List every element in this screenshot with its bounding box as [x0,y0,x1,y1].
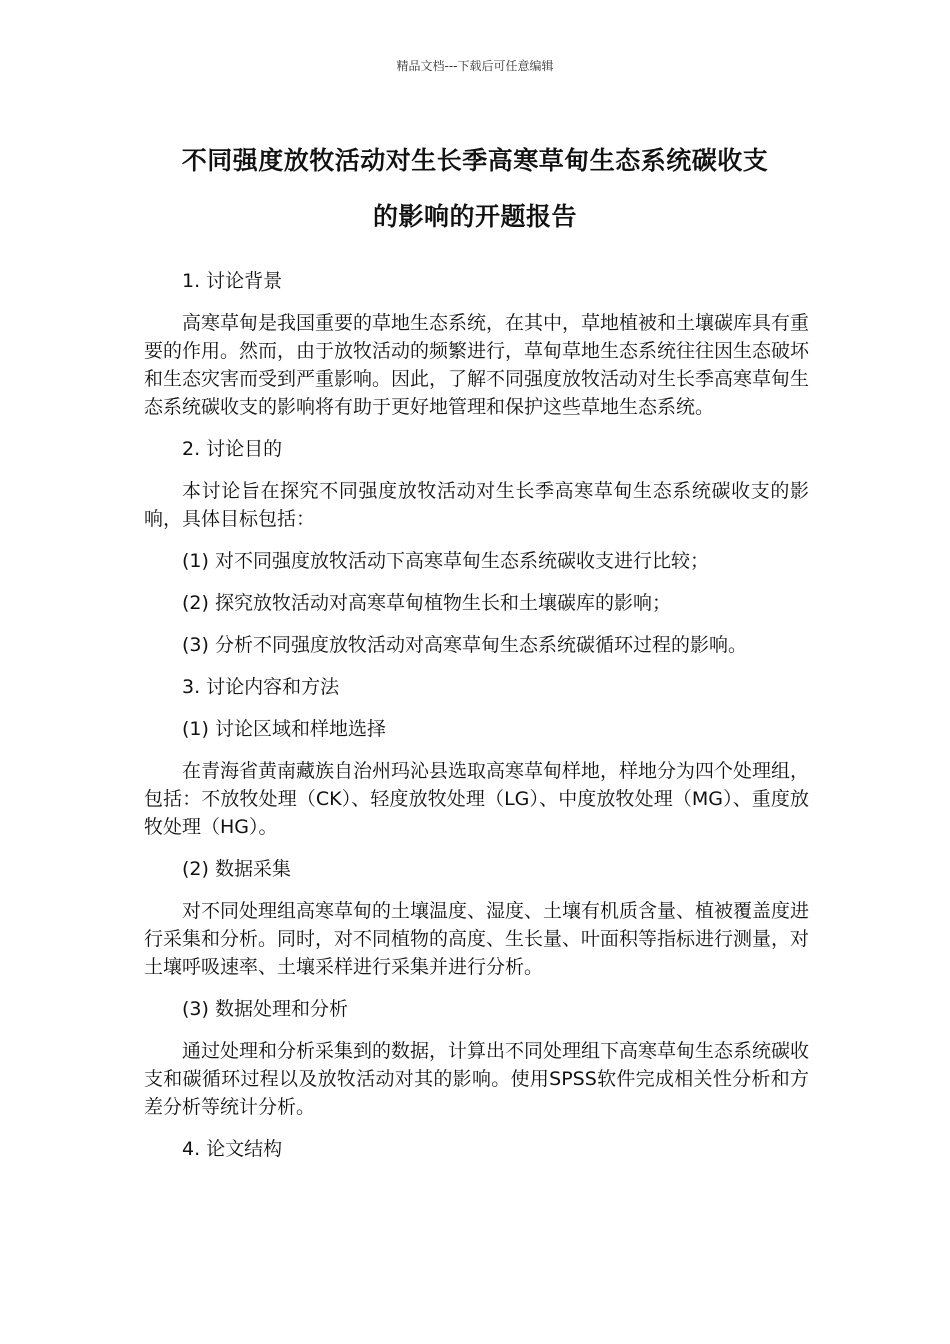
document-body [144,267,809,1163]
paragraph: 本讨论旨在探究不同强度放牧活动对生长季高寒草甸生态系统碳收支的影响，具体目标包括： [144,480,809,530]
section-heading: 4. 论文结构 [182,1138,283,1160]
title-line-1: 不同强度放牧活动对生长季高寒草甸生态系统碳收支 [181,146,769,175]
paragraph: 在青海省黄南藏族自治州玛沁县选取高寒草甸样地，样地分为四个处理组，包括：不放牧处理（CK）、轻度放牧处理（LG）、中度放牧处理（MG）、重度放牧处理（HG）。 [144,760,810,838]
subsection-heading: (2) 数据采集 [182,858,291,880]
subsection-heading: (3) 数据处理和分析 [182,998,348,1020]
page-header-note: 精品文档---下载后可任意编辑 [396,59,554,73]
list-item: (1) 对不同强度放牧活动下高寒草甸生态系统碳收支进行比较； [182,550,709,572]
paragraph: 对不同处理组高寒草甸的土壤温度、湿度、土壤有机质含量、植被覆盖度进行采集和分析。同时，对不同植物的高度、生长量、叶面积等指标进行测量，对土壤呼吸速率、土壤采样进行采集并进行分析。 [144,900,810,978]
section-heading: 3. 讨论内容和方法 [182,676,340,698]
paragraph: 高寒草甸是我国重要的草地生态系统，在其中，草地植被和土壤碳库具有重要的作用。然而，由于放牧活动的频繁进行，草甸草地生态系统往往因生态破坏和生态灾害而受到严重影响。因此，了解不同强度放牧活动对生长季高寒草甸生态系统碳收支的影响将有助于更好地管理和保护这些草地生态系统。 [144,312,810,418]
list-item: (3) 分析不同强度放牧活动对高寒草甸生态系统碳循环过程的影响。 [182,634,747,656]
section-heading: 2. 讨论目的 [182,438,283,460]
list-item: (2) 探究放牧活动对高寒草甸植物生长和土壤碳库的影响； [182,592,671,614]
subsection-heading: (1) 讨论区域和样地选择 [182,718,386,740]
title-line-2: 的影响的开题报告 [372,202,577,231]
section-heading: 1. 讨论背景 [182,270,283,292]
document-title [140,133,810,245]
paragraph: 通过处理和分析采集到的数据，计算出不同处理组下高寒草甸生态系统碳收支和碳循环过程以及放牧活动对其的影响。使用SPSS软件完成相关性分析和方差分析等统计分析。 [144,1040,810,1118]
